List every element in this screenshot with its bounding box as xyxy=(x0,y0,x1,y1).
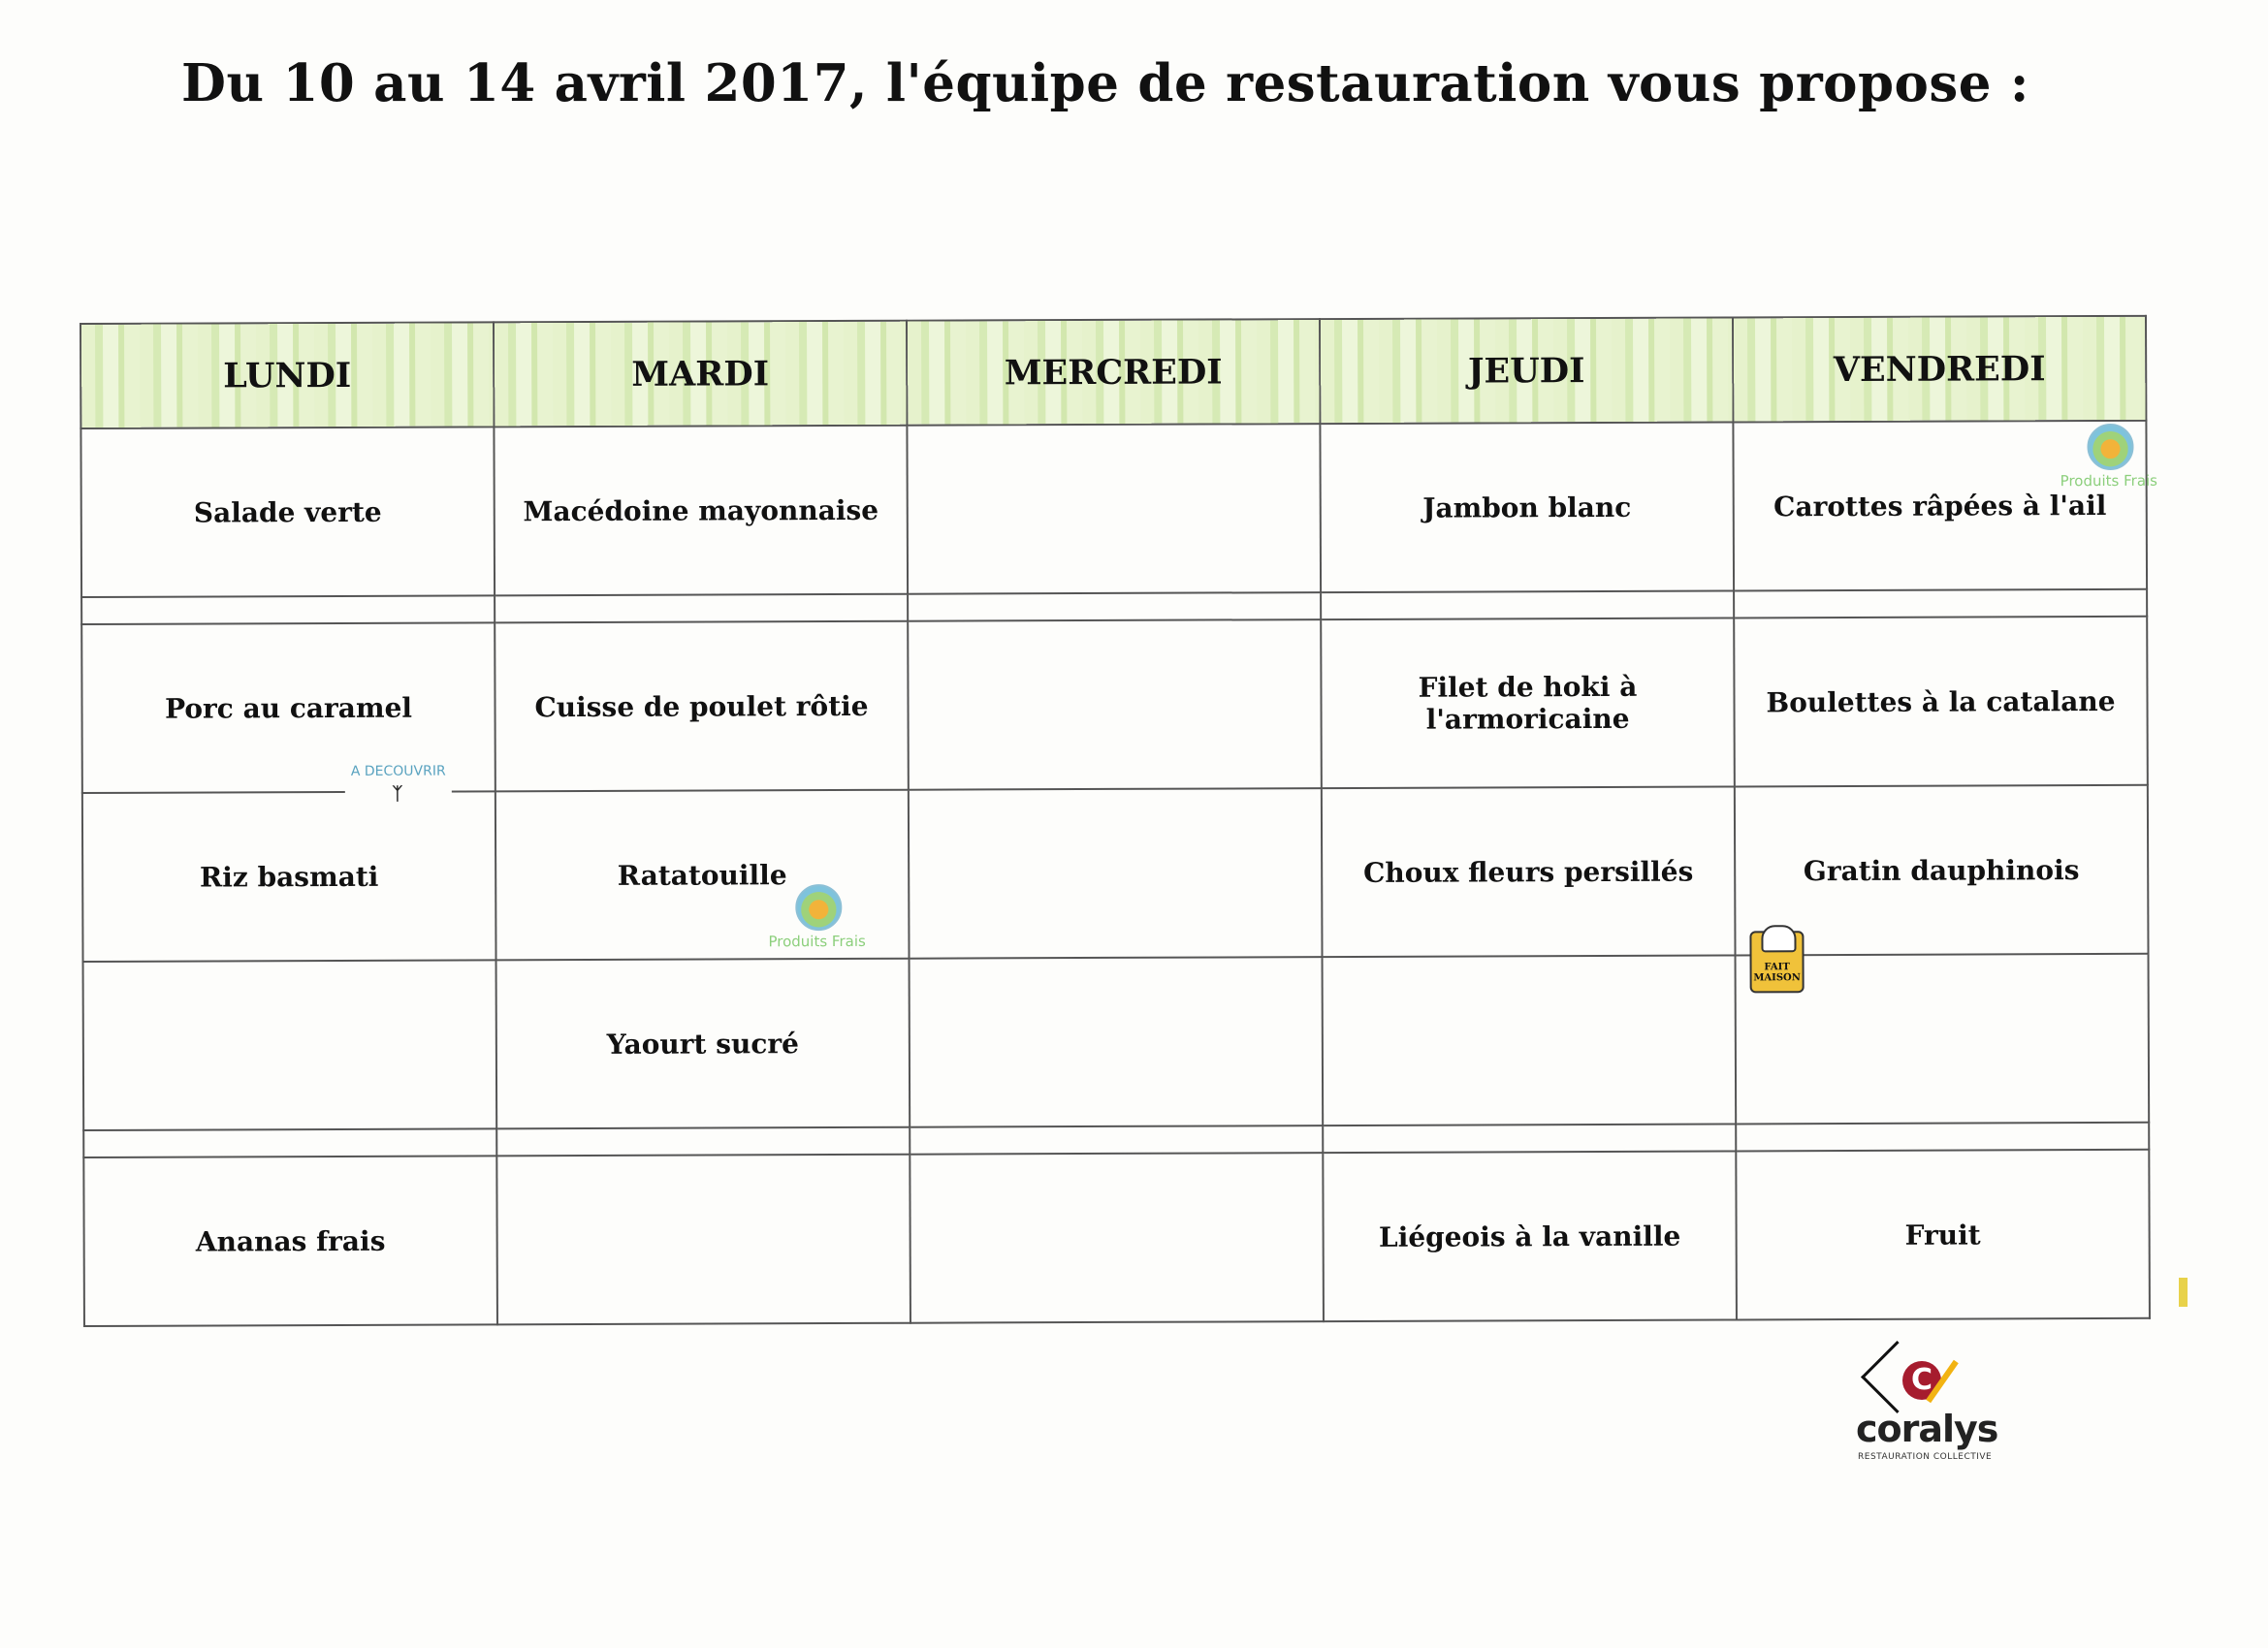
menu-cell xyxy=(495,621,909,792)
menu-cell xyxy=(1733,421,2158,591)
day-header-lundi: LUNDI xyxy=(80,322,494,428)
page-title: Du 10 au 14 avril 2017, l'équipe de restauration vous propose : xyxy=(181,53,2029,113)
menu-cell xyxy=(910,957,1324,1127)
menu-cell xyxy=(80,427,495,597)
logo-subtitle: RESTAURATION COLLECTIVE xyxy=(1858,1452,1993,1462)
menu-item: Porc au caramel xyxy=(164,691,413,725)
produits-frais-icon xyxy=(795,884,842,931)
logo-mark: C xyxy=(1902,1361,1941,1400)
menu-cell xyxy=(1323,1151,1737,1321)
table-row xyxy=(82,785,2149,962)
day-header-jeudi: JEUDI xyxy=(1320,317,1733,424)
menu-item: Macédoine mayonnaise xyxy=(523,493,879,527)
menu-cell xyxy=(83,960,497,1130)
menu-cell xyxy=(1323,955,1737,1125)
menu-cell xyxy=(907,424,1321,594)
menu-cell xyxy=(1321,618,1735,788)
day-header-vendredi: VENDREDI xyxy=(1733,316,2146,423)
produits-frais-badge xyxy=(2060,424,2158,497)
menu-cell xyxy=(1320,422,1734,592)
chef-hat-icon xyxy=(1761,925,1796,952)
produits-frais-label: Produits Frais xyxy=(2060,471,2158,491)
menu-cell xyxy=(909,788,1323,959)
menu-item: Riz basmati xyxy=(199,860,379,894)
a-decouvrir-label: A DECOUVRIR xyxy=(350,763,446,779)
menu-item: Salade verte xyxy=(193,495,382,529)
produits-frais-icon xyxy=(2087,424,2133,470)
produits-frais-badge xyxy=(768,884,866,958)
menu-item: Fruit xyxy=(1904,1218,1981,1252)
table-row xyxy=(83,954,2150,1130)
day-header-mercredi: MERCREDI xyxy=(907,319,1320,426)
menu-item: Yaourt sucré xyxy=(606,1027,800,1061)
menu-cell xyxy=(1734,617,2148,787)
menu-item: Cuisse de poulet rôtie xyxy=(534,689,869,723)
highlighter-mark xyxy=(2179,1278,2188,1307)
menu-item: Gratin dauphinois xyxy=(1803,853,2080,887)
menu-cell xyxy=(496,1155,910,1325)
menu-cell xyxy=(1736,954,2150,1125)
menu-item: Liégeois à la vanille xyxy=(1378,1220,1681,1253)
coralys-logo xyxy=(1842,1338,2017,1474)
menu-cell xyxy=(83,1156,497,1326)
menu-cell xyxy=(1736,1150,2150,1320)
table-row xyxy=(83,1150,2150,1326)
table-row xyxy=(81,617,2148,793)
menu-cell xyxy=(910,1153,1324,1323)
table-header-row xyxy=(80,316,2146,428)
day-header-mardi: MARDI xyxy=(494,321,907,428)
menu-item: Choux fleurs persillés xyxy=(1362,855,1694,889)
produits-frais-label: Produits Frais xyxy=(768,932,866,951)
sprout-icon: ᛉ xyxy=(392,783,403,805)
menu-cell xyxy=(81,622,495,805)
menu-item: Ananas frais xyxy=(195,1224,386,1258)
menu-cell xyxy=(494,426,908,596)
logo-brand: coralys xyxy=(1856,1408,1998,1450)
menu-cell xyxy=(495,790,910,961)
menu-cell xyxy=(1322,786,1736,957)
menu-item: Carottes râpées à l'ail xyxy=(1773,489,2107,523)
menu-item: Ratatouille xyxy=(617,858,787,892)
fait-maison-label: FAIT MAISON xyxy=(1753,962,1801,984)
menu-item: Jambon blanc xyxy=(1422,491,1632,524)
menu-cell xyxy=(908,619,1322,790)
menu-cell xyxy=(496,959,910,1129)
weekly-menu-table xyxy=(80,315,2158,1327)
menu-cell xyxy=(1735,785,2149,984)
menu-item: Boulettes à la catalane xyxy=(1766,684,2116,718)
table-row xyxy=(80,421,2147,597)
menu-item: Filet de hoki à l'armoricaine xyxy=(1418,670,1638,736)
menu-cell xyxy=(82,791,496,962)
